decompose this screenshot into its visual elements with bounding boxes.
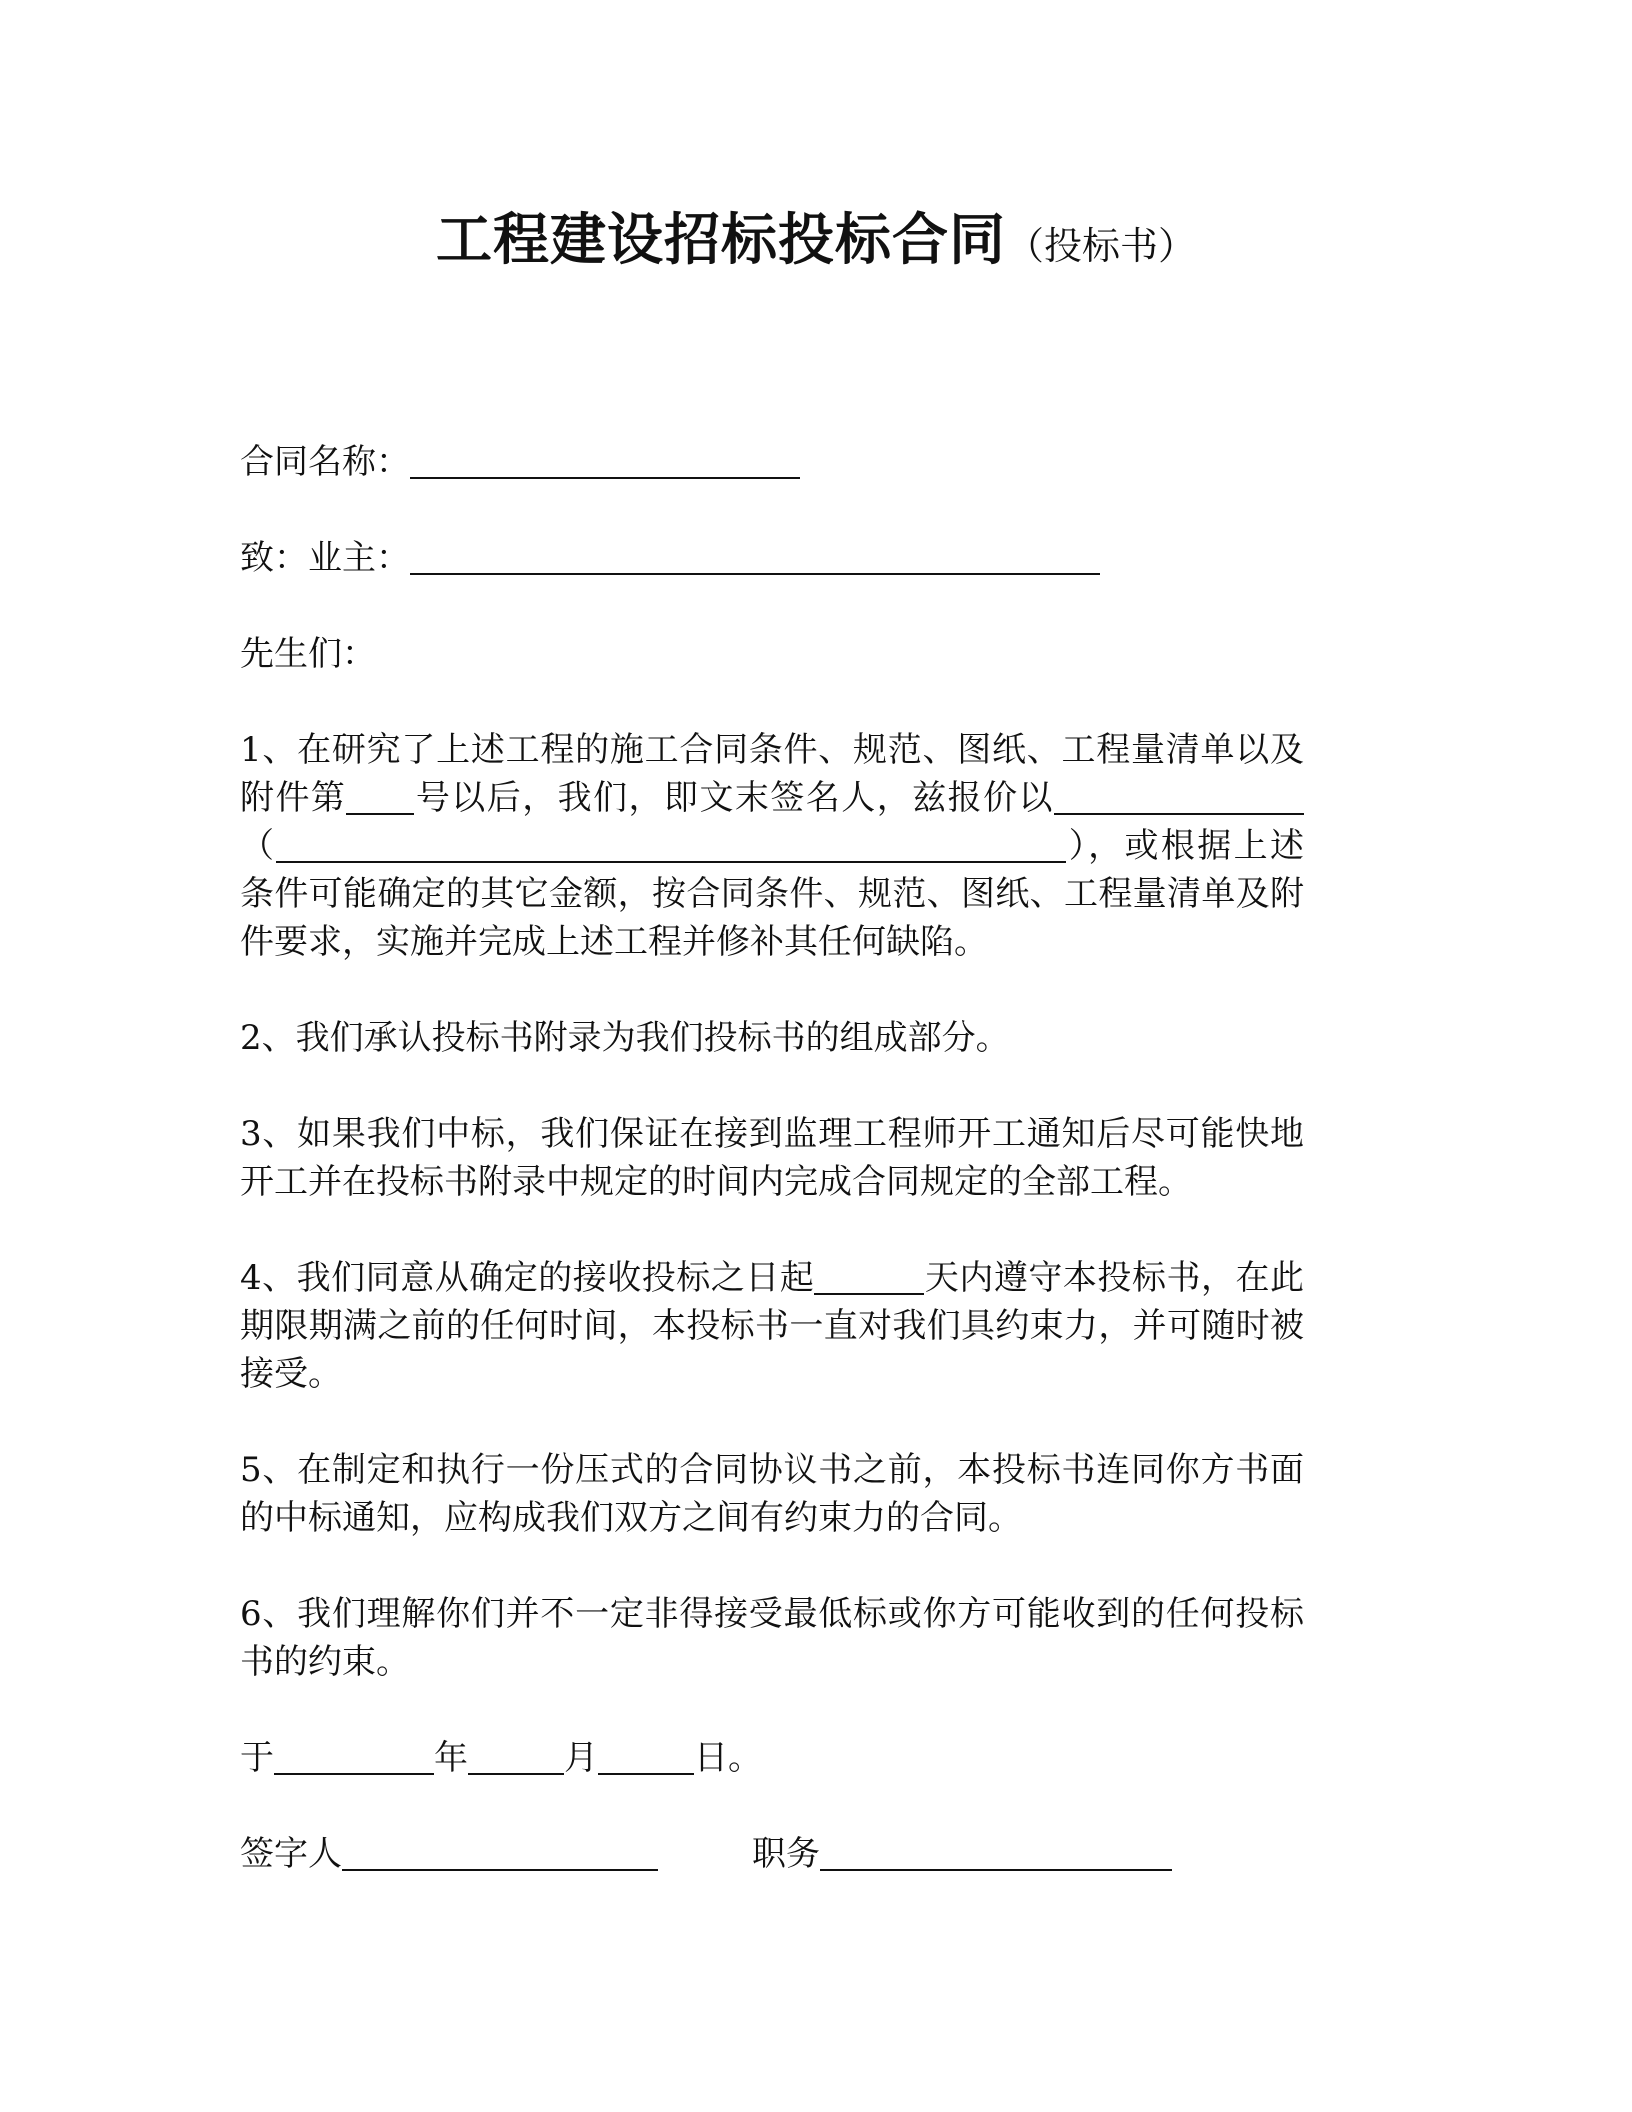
contract-name-line	[240, 438, 800, 486]
bid-price-words-blank[interactable]	[276, 825, 1066, 863]
paragraph-6: 6、我们理解你们并不一定非得接受最低标或你方可能收到的任何投标书的约束。	[240, 1594, 1304, 1682]
date-prefix: 于	[240, 1738, 274, 1778]
year-blank[interactable]	[274, 1737, 434, 1775]
to-owner-line	[240, 534, 1100, 582]
paragraph-1	[164, 726, 1304, 966]
paragraph-4-text-a: 4、我们同意从确定的接收投标之日起	[240, 1258, 815, 1298]
to-owner-label: 致：业主：	[240, 538, 410, 578]
paragraph-5: 5、在制定和执行一份压式的合同协议书之前，本投标书连同你方书面的中标通知，应构成我们双方之间有约束力的合同。	[240, 1450, 1304, 1538]
paragraph-4-text-b: 天内遵守本投标书，在此期限期满之前的任何时间，本投标书一直对我们具约束力，并可随时被接受。	[240, 1258, 1304, 1394]
month-blank[interactable]	[468, 1737, 564, 1775]
paragraph-1-text-b: 号以后，我们，即文末签名人，兹报价以	[414, 778, 1055, 818]
salutation: 先生们：	[240, 634, 376, 674]
contract-name-blank[interactable]	[410, 441, 800, 479]
document-subtitle: （投标书）	[1005, 224, 1196, 268]
signer-label: 签字人	[240, 1834, 342, 1874]
appendix-number-blank[interactable]	[346, 777, 414, 815]
bid-price-blank[interactable]	[1054, 777, 1304, 815]
contract-name-label: 合同名称：	[240, 442, 410, 482]
year-label: 年	[434, 1738, 468, 1778]
document-title-block	[0, 196, 1632, 276]
day-label: 日。	[694, 1738, 762, 1778]
position-blank[interactable]	[820, 1833, 1172, 1871]
paragraph-1-text-d: ），或根据上述条件可能确定的其它金额，按合同条件、规范、图纸、工程量清单及附件要求，实施并完成上述工程并修补其任何缺陷。	[240, 826, 1304, 962]
paragraph-4	[164, 1254, 1304, 1398]
signature-line	[240, 1830, 1172, 1878]
validity-days-blank[interactable]	[814, 1257, 924, 1295]
paragraph-1-text-a: 1、在研究了上述工程的施工合同条件、规范、图纸、工程量清单以及附件第	[240, 730, 1304, 818]
month-label: 月	[564, 1738, 598, 1778]
document-title: 工程建设招标投标合同	[435, 208, 1006, 273]
owner-name-blank[interactable]	[410, 537, 1100, 575]
signer-blank[interactable]	[342, 1833, 658, 1871]
date-line	[240, 1734, 762, 1782]
paragraph-1-text-c: （	[240, 826, 277, 866]
day-blank[interactable]	[598, 1737, 694, 1775]
paragraph-2: 2、我们承认投标书附录为我们投标书的组成部分。	[240, 1018, 1010, 1058]
paragraph-3: 3、如果我们中标，我们保证在接到监理工程师开工通知后尽可能快地开工并在投标书附录中规定的时间内完成合同规定的全部工程。	[240, 1114, 1304, 1202]
position-label: 职务	[752, 1834, 820, 1874]
